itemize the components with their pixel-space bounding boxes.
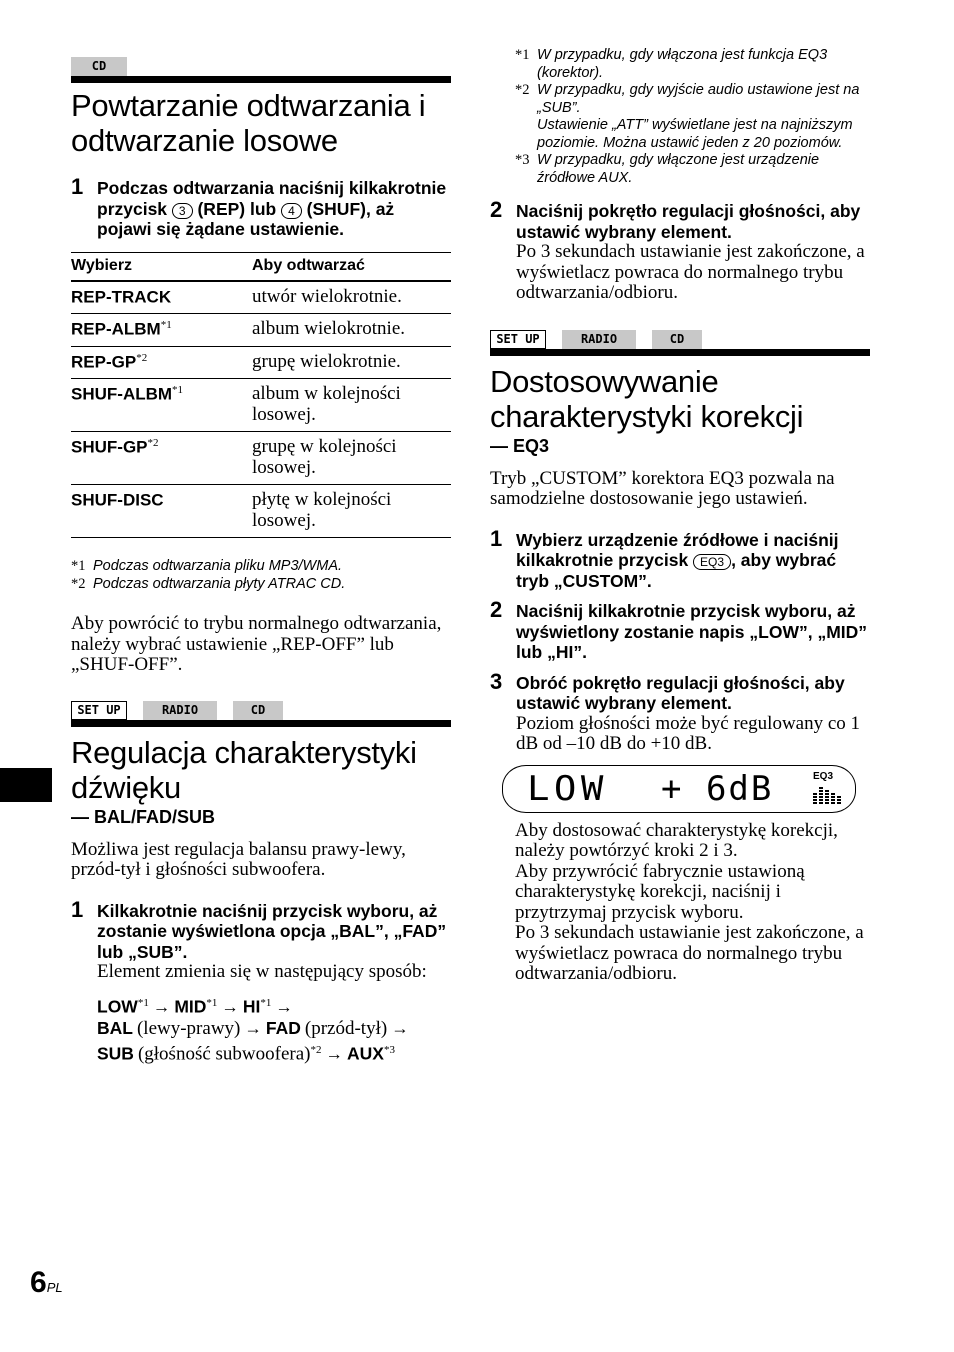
step-1: 1 Kilkakrotnie naciśnij przycisk wyboru, aż zostanie wyświetlona opcja „BAL”, „FAD” lub „SUB”. Element zmienia się w następujący sposób: LOW$^{*1}$ → MID$^{*1}$ → HI$^{*1}$ → BAL (lewy-prawy) → FAD (przód-tył) → SUB (głośność subwoofera)$^{*2}$ → AUX$^{*3}$ xyxy=(71,901,451,1066)
table-header: Wybierz Aby odtwarzać xyxy=(71,252,451,281)
table-row: REP-ALBM$^{*1}$ album wielokrotnie. xyxy=(71,314,451,347)
paragraph: Tryb „CUSTOM” korektora EQ3 pozwala na samodzielne dostosowanie jego ustawień. xyxy=(490,467,835,509)
eq3-button: EQ3 xyxy=(693,554,731,570)
paragraph: Aby powrócić to trybu normalnego odtwarzania, należy wybrać ustawienie „REP-OFF” lub „SHUF-OFF”. xyxy=(71,613,442,676)
key-3-button: 3 xyxy=(172,203,193,219)
arrow-right-icon: → xyxy=(275,996,293,1017)
footnote: *2 W przypadku, gdy wyjście audio ustawione jest na „SUB”. xyxy=(515,82,860,116)
display-text-right: + 6dB xyxy=(661,768,774,809)
step-number: 2 xyxy=(490,597,503,622)
footnote: Ustawienie „ATT” wyświetlane jest na najniższym poziomie. Można ustawić jeden z 20 poziomów. xyxy=(537,117,853,151)
table-row: REP-TRACK utwór wielokrotnie. xyxy=(71,281,451,314)
right-column xyxy=(490,47,870,985)
tag-cd: CD xyxy=(71,57,127,76)
footnote: *3 W przypadku, gdy włączone jest urządzenie źródłowe AUX. xyxy=(515,152,820,186)
table-row: REP-GP$^{*2}$ grupę wielokrotnie. xyxy=(71,346,451,379)
tag-radio: RADIO xyxy=(562,330,636,349)
key-4-button: 4 xyxy=(281,203,302,219)
tag-cd: CD xyxy=(233,701,283,720)
tag-setup: SET UP xyxy=(71,701,127,720)
arrow-right-icon: → xyxy=(244,1018,262,1039)
section-title: Dostosowywanie charakterystyki korekcji xyxy=(490,363,804,434)
lcd-display xyxy=(502,765,856,813)
step-number: 1 xyxy=(71,174,84,199)
arrow-right-icon: → xyxy=(325,1043,343,1064)
section-title: Powtarzanie odtwarzania i odtwarzanie losowe xyxy=(71,88,426,158)
section-tags xyxy=(71,701,451,720)
step-2: 2 Naciśnij kilkakrotnie przycisk wyboru, aż wyświetlony zostanie napis „LOW”, „MID” lub „HI”. xyxy=(490,597,868,662)
footnote: *2 Podczas odtwarzania płyty ATRAC CD. xyxy=(71,575,346,592)
section-tags xyxy=(71,57,451,76)
tag-setup: SET UP xyxy=(490,330,546,349)
options-table xyxy=(71,252,451,539)
step-number: 1 xyxy=(71,896,84,922)
page-number: 6PL xyxy=(30,1266,63,1299)
table-row: SHUF-GP$^{*2}$ grupę w kolejności losowej. xyxy=(71,432,451,485)
step-1: 1 Podczas odtwarzania naciśnij kilkakrotnie przycisk 3 (REP) lub 4 (SHUF), aż pojawi się żądane ustawienie. xyxy=(71,174,447,239)
section-rule xyxy=(490,349,870,356)
step-number: 3 xyxy=(490,668,503,694)
table-footnotes xyxy=(71,558,451,593)
side-tab-marker xyxy=(0,768,52,802)
paragraph: Możliwa jest regulacja balansu prawy-lewy, przód-tył i głośności subwoofera. xyxy=(71,838,406,881)
table-row: SHUF-DISC płytę w kolejności losowej. xyxy=(71,485,451,538)
eq3-badge: EQ3 xyxy=(813,770,834,782)
footnote: *1 Podczas odtwarzania pliku MP3/WMA. xyxy=(71,558,343,575)
section-rule xyxy=(71,720,451,727)
display-text-left: LOW xyxy=(527,768,608,809)
tag-cd: CD xyxy=(652,330,702,349)
step-number: 2 xyxy=(490,197,503,222)
section-title: Regulacja charakterystyki dźwięku xyxy=(71,734,417,805)
section-tags xyxy=(490,330,870,349)
section-rule xyxy=(71,76,451,83)
step-2: 2 Naciśnij pokrętło regulacji głośności, aby ustawić wybrany element. Po 3 sekundach ustawianie jest zakończone, a wyświetlacz powraca do normalnego trybu odtwarzania/odbioru. xyxy=(490,197,865,303)
left-column xyxy=(71,57,451,1066)
equalizer-icon xyxy=(812,783,842,809)
option-sequence: LOW$^{*1}$ → MID$^{*1}$ → HI$^{*1}$ → BAL (lewy-prawy) → FAD (przód-tył) → SUB (głośność subwoofera)$^{*2}$ → AUX$^{*3}$ xyxy=(97,996,409,1065)
arrow-right-icon: → xyxy=(221,996,239,1017)
top-footnotes xyxy=(490,47,870,187)
arrow-right-icon: → xyxy=(391,1018,409,1039)
section-subtitle: — EQ3 xyxy=(490,435,550,456)
section-subtitle: — BAL/FAD/SUB xyxy=(71,806,215,827)
paragraph: Aby dostosować charakterystykę korekcji, należy powtórzyć kroki 2 i 3. Aby przywrócić fabrycznie ustawioną charakterystykę korekcji, naciśnij i przytrzymaj przycisk wyboru. Po 3 sekundach ustawianie jest zakończone, a wyświetlacz powraca do normalnego trybu odtwarzania/odbioru. xyxy=(515,819,864,984)
step-3: 3 Obróć pokrętło regulacji głośności, aby ustawić wybrany element. Poziom głośności może być regulowany co 1 dB od –10 dB do +10 dB. xyxy=(490,668,861,754)
step-number: 1 xyxy=(490,525,503,551)
arrow-right-icon: → xyxy=(152,996,171,1017)
footnote: *1 W przypadku, gdy włączona jest funkcja EQ3 (korektor). xyxy=(515,47,828,81)
step-1: 1 Wybierz urządzenie źródłowe i naciśnij kilkakrotnie przycisk EQ3 , aby wybrać tryb „CUSTOM”. xyxy=(490,525,839,591)
table-row: SHUF-ALBM$^{*1}$ album w kolejności losowej. xyxy=(71,379,451,432)
tag-radio: RADIO xyxy=(143,701,217,720)
